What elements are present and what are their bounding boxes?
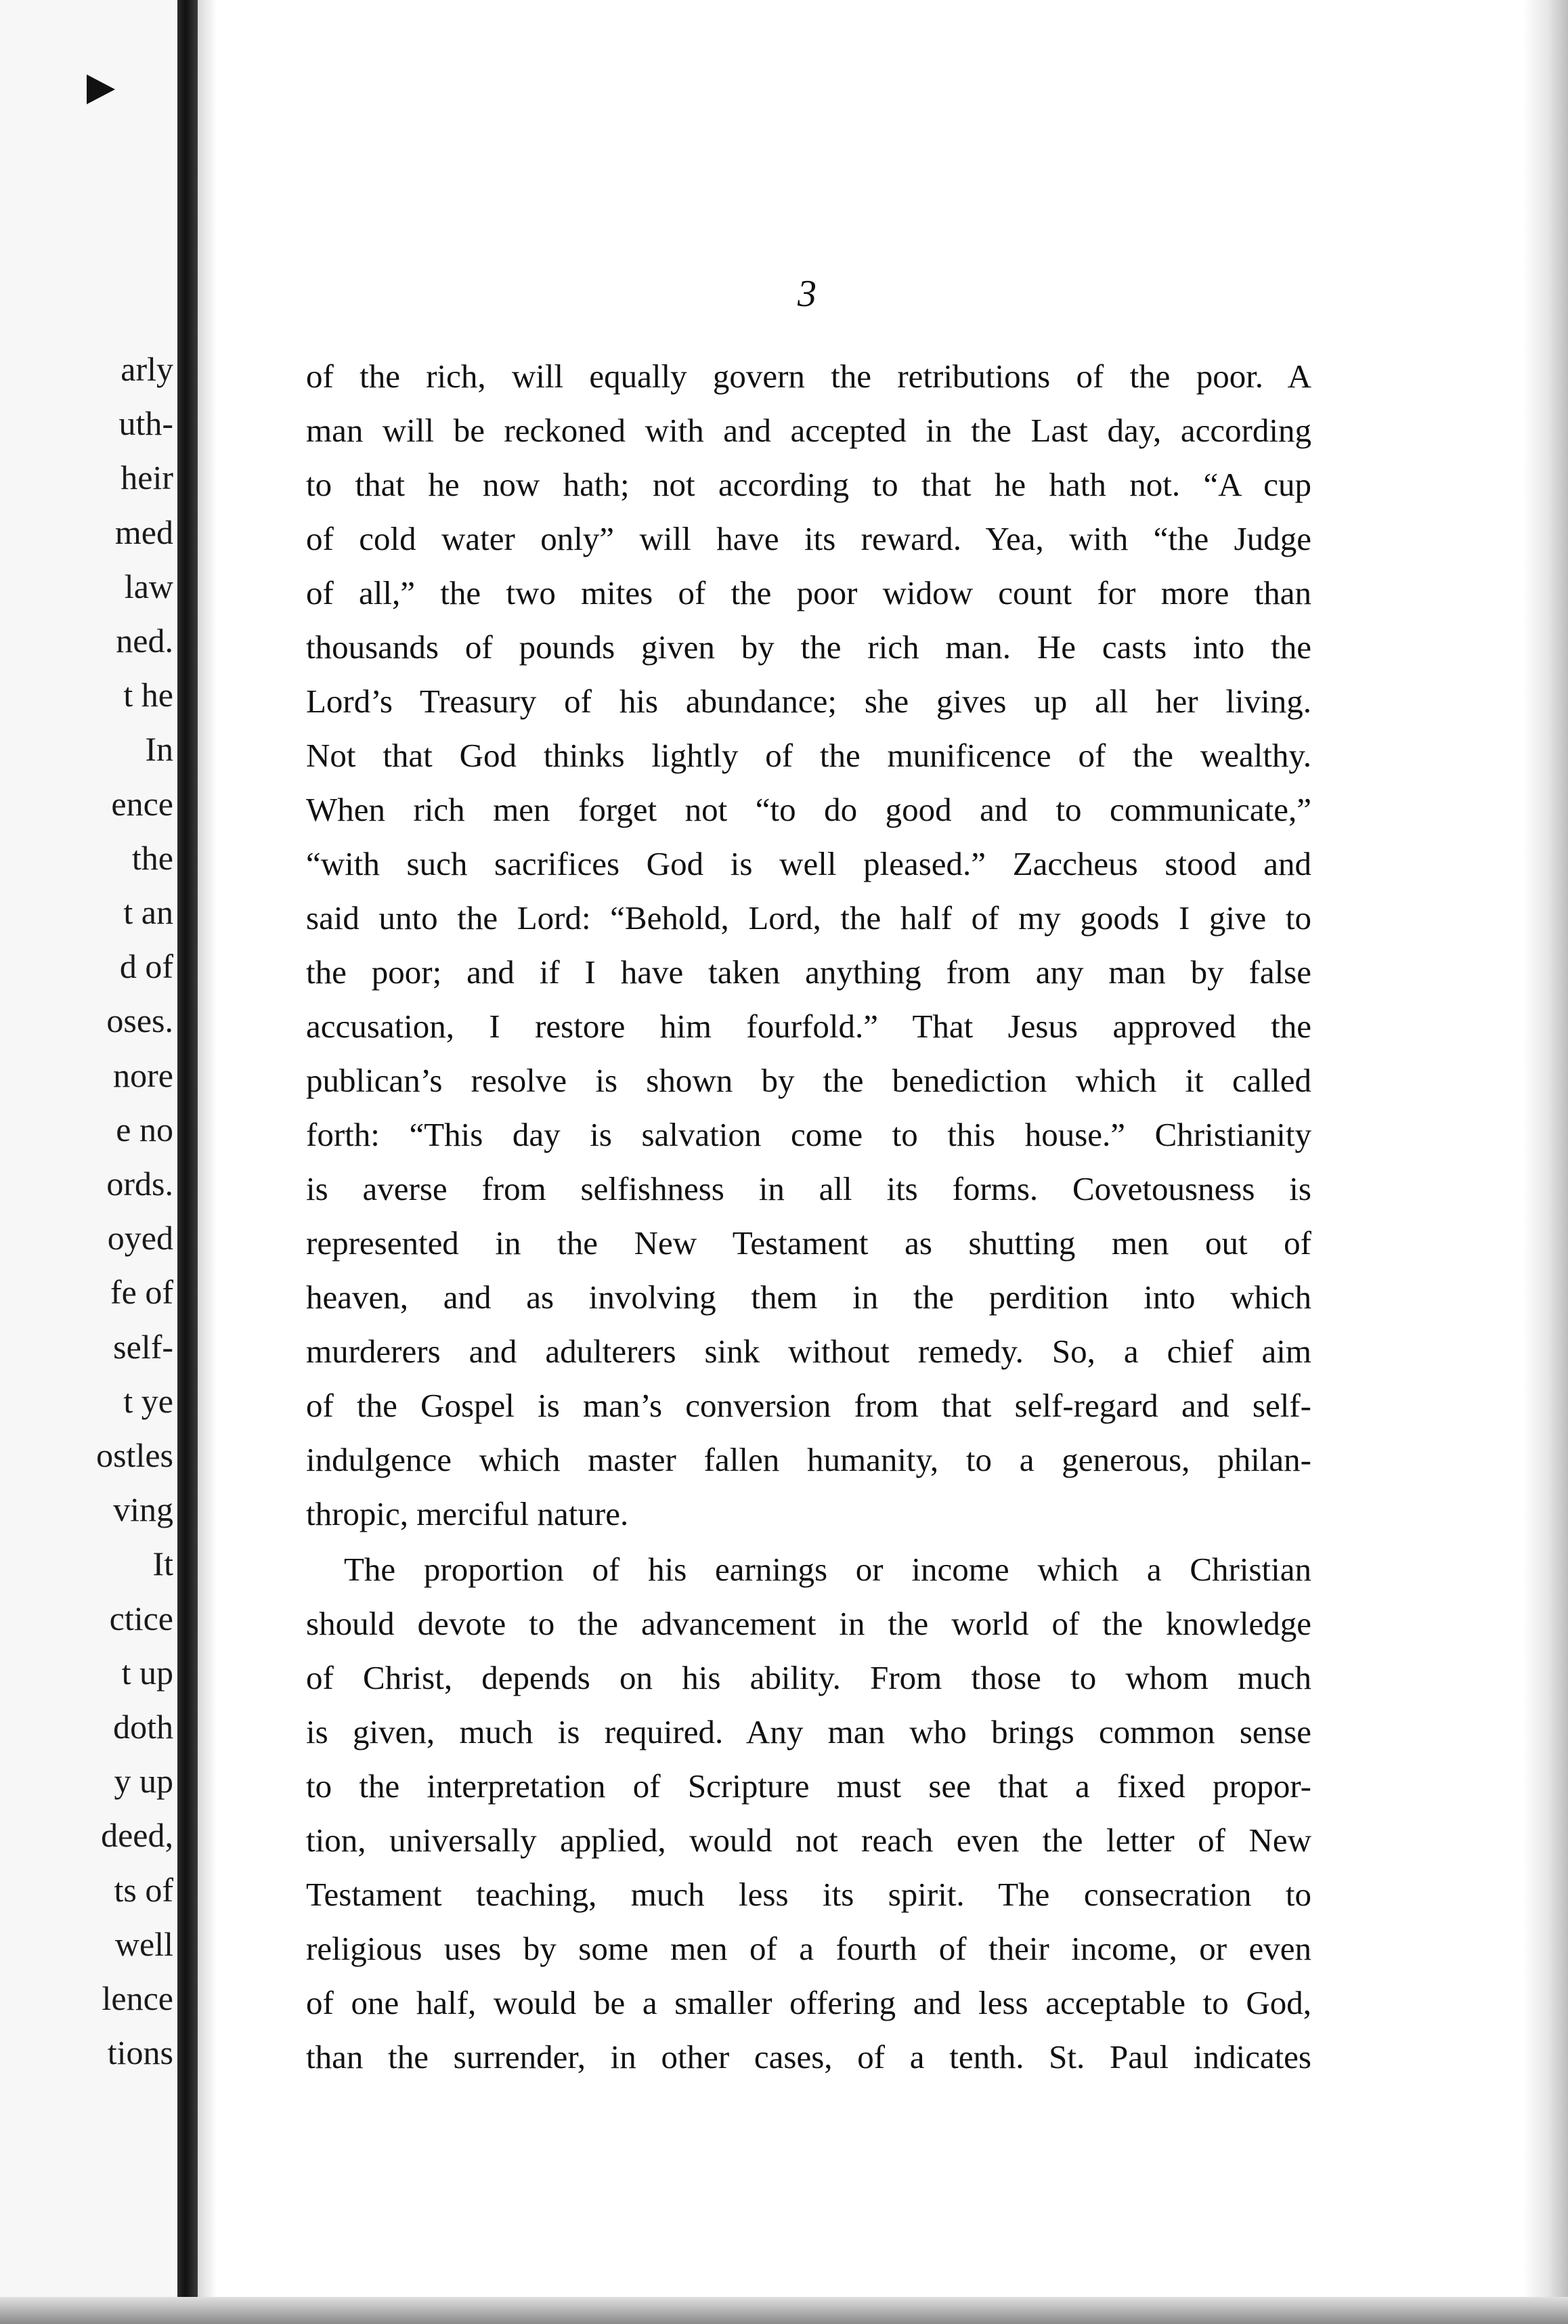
paragraph-1 (306, 349, 1311, 1541)
facing-page-fragment: the (131, 838, 173, 877)
facing-page-fragment: d of (119, 947, 173, 986)
facing-page-fragment: y up (114, 1762, 173, 1801)
book-gutter (177, 0, 198, 2324)
facing-page-fragment: med (114, 513, 173, 551)
text-line: When rich men forget not “to do good and to communicate,” (306, 791, 1311, 828)
facing-page-fragment: doth (113, 1708, 173, 1746)
page-bottom-edge (0, 2297, 1568, 2324)
triangle-marker-icon (87, 74, 115, 104)
facing-page-fragment: t he (123, 676, 173, 714)
text-line: “with such sacrifices God is well pleased.” Zaccheus stood and (306, 845, 1311, 882)
text-line: publican’s resolve is shown by the benediction which it called (306, 1062, 1311, 1099)
page-right-edge (1523, 0, 1568, 2324)
facing-page-fragment: fe of (110, 1273, 173, 1312)
text-line: should devote to the advancement in the world of the knowledge (306, 1605, 1311, 1642)
facing-page-fragment: ostles (96, 1436, 173, 1474)
facing-page-fragment: well (114, 1924, 173, 1963)
text-line: of all,” the two mites of the poor widow count for more than (306, 574, 1311, 611)
text-line: Testament teaching, much less its spirit. The consecration to (306, 1876, 1311, 1913)
text-line: The proportion of his earnings or income which a Christian (344, 1551, 1311, 1588)
text-line: accusation, I restore him fourfold.” That Jesus approved the (306, 1008, 1311, 1045)
facing-page-fragment: In (145, 730, 173, 769)
text-line: thousands of pounds given by the rich man. He casts into the (306, 628, 1311, 666)
text-line: to the interpretation of Scripture must see that a fixed propor- (306, 1767, 1311, 1805)
text-line: of the rich, will equally govern the retributions of the poor. A (306, 358, 1311, 395)
text-line: man will be reckoned with and accepted in the Last day, according (306, 412, 1311, 449)
text-line: indulgence which master fallen humanity, to a generous, philan- (306, 1441, 1311, 1478)
facing-page-fragment: tions (107, 2034, 173, 2072)
text-line: murderers and adulterers sink without remedy. So, a chief aim (306, 1333, 1311, 1370)
text-line: religious uses by some men of a fourth of their income, or even (306, 1930, 1311, 1967)
page-number: 3 (798, 273, 816, 315)
facing-page-fragment: e no (116, 1110, 173, 1148)
facing-page-fragment: t ye (123, 1381, 173, 1420)
text-line: of cold water only” will have its reward. Yea, with “the Judge (306, 520, 1311, 557)
text-line: of Christ, depends on his ability. From those to whom much (306, 1659, 1311, 1696)
text-line: than the surrender, in other cases, of a tenth. St. Paul indicates (306, 2038, 1311, 2075)
facing-page-fragment: t an (123, 893, 173, 931)
text-line: the poor; and if I have taken anything from any man by false (306, 953, 1311, 991)
facing-page-fragment: t up (121, 1653, 173, 1692)
text-line: Lord’s Treasury of his abundance; she gives up all her living. (306, 683, 1311, 720)
facing-page-fragment: law (124, 567, 173, 605)
facing-page-fragment: ned. (116, 622, 173, 660)
facing-page-fragment: arly (121, 350, 173, 388)
facing-page-fragment: self- (113, 1327, 173, 1366)
facing-page-fragment: uth- (118, 404, 173, 443)
facing-page-fragment: deed, (101, 1816, 173, 1855)
text-line: heaven, and as involving them in the perdition into which (306, 1278, 1311, 1316)
text-line: is given, much is required. Any man who brings common sense (306, 1713, 1311, 1750)
facing-page-fragment: nore (113, 1056, 173, 1094)
facing-page-edge (0, 0, 177, 2324)
facing-page-fragment: oses. (106, 1002, 173, 1040)
text-line: forth: “This day is salvation come to this house.” Christianity (306, 1116, 1311, 1153)
facing-page-fragment: ctice (109, 1599, 173, 1637)
facing-page-fragment: ving (113, 1490, 173, 1529)
text-line: Not that God thinks lightly of the munificence of the wealthy. (306, 737, 1311, 774)
text-line: of the Gospel is man’s conversion from that self-regard and self- (306, 1387, 1311, 1424)
paragraph-2 (306, 1543, 1311, 2084)
facing-page-fragment: It (152, 1545, 173, 1583)
text-line: thropic, merciful nature. (306, 1495, 629, 1532)
gutter-shadow (198, 0, 217, 2324)
text-line: said unto the Lord: “Behold, Lord, the half of my goods I give to (306, 899, 1311, 937)
facing-page-fragment: heir (121, 458, 173, 497)
facing-page-fragment: ence (111, 784, 173, 823)
text-line: tion, universally applied, would not reach even the letter of New (306, 1822, 1311, 1859)
text-line: to that he now hath; not according to that he hath not. “A cup (306, 466, 1311, 503)
text-line: represented in the New Testament as shutting men out of (306, 1224, 1311, 1262)
facing-page-fragment: ords. (106, 1165, 173, 1203)
facing-page-fragment: oyed (107, 1219, 173, 1257)
text-line: is averse from selfishness in all its forms. Covetousness is (306, 1170, 1311, 1207)
text-line: of one half, would be a smaller offering and less acceptable to God, (306, 1984, 1311, 2021)
facing-page-fragment: ts of (114, 1870, 173, 1909)
facing-page-fragment: lence (102, 1979, 173, 2017)
